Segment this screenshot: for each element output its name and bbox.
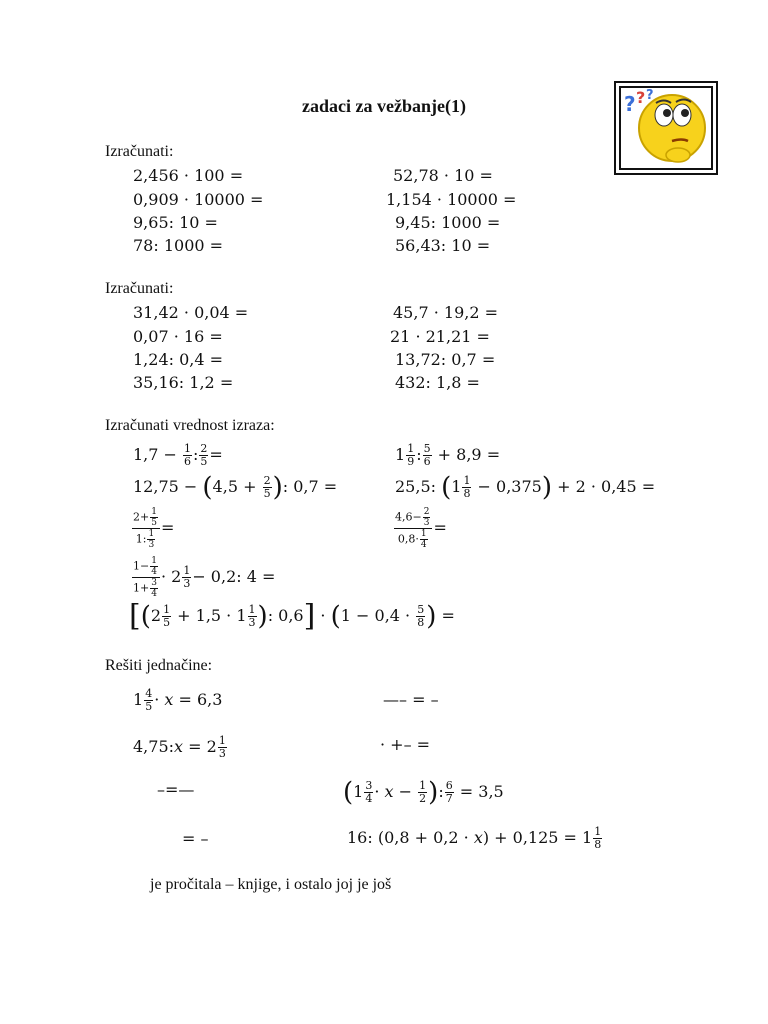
- section2-right-row: 13,72: 0,7 =: [395, 350, 496, 369]
- expression-7: 1− $\frac{1}{4}$ 1+ $\frac{3}{4}$ · 2 $\frac{1}{3}$ − 0,2: 4 =: [133, 556, 276, 599]
- expression-4: 25,5: (1 $\frac{1}{8}$ − 0,375) + 2 · 0,45 =: [395, 472, 656, 503]
- equation-4: · +– =: [380, 735, 431, 754]
- section1-right-row: 52,78 · 10 =: [393, 166, 493, 185]
- section2-right-row: 21 · 21,21 =: [390, 327, 490, 346]
- section1-right-row: 56,43: 10 =: [395, 236, 491, 255]
- equation-5: –=—: [157, 780, 195, 799]
- section1-heading: Izračunati:: [105, 143, 174, 160]
- section1-left-row: 9,65: 10 =: [133, 213, 218, 232]
- section1-left-row: 0,909 · 10000 =: [133, 190, 264, 209]
- expression-6: 4,6− $\frac{2}{3}$ 0,8· $\frac{1}{4}$ =: [395, 507, 447, 550]
- expression-5: 2+ $\frac{1}{5}$ 1: $\frac{1}{3}$ =: [133, 507, 175, 550]
- section1-right-row: 9,45: 1000 =: [395, 213, 501, 232]
- svg-text:?: ?: [646, 88, 654, 103]
- expression-3: 12,75 − (4,5 + $\frac{2}{5}$ ): 0,7 =: [133, 472, 338, 503]
- thinking-emoji-picture: [614, 81, 718, 175]
- section2-right-row: 45,7 · 19,2 =: [393, 303, 498, 322]
- section2-left-row: 0,07 · 16 =: [133, 327, 223, 346]
- section1-right-row: 1,154 · 10000 =: [386, 190, 517, 209]
- section2-left-row: 35,16: 1,2 =: [133, 373, 234, 392]
- expression-1: 1,7 − $\frac{1}{6}$ : $\frac{2}{5}$ =: [133, 442, 223, 468]
- section4-heading: Rešiti jednačine:: [105, 657, 213, 674]
- equation-3: 4,75:x = 2 $\frac{1}{3}$: [133, 734, 226, 760]
- expression-2: 1 $\frac{1}{9}$ : $\frac{5}{6}$ + 8,9 =: [395, 442, 501, 468]
- equation-1: 1 $\frac{4}{5}$ · x = 6,3: [133, 687, 223, 713]
- equation-7: = –: [182, 829, 209, 848]
- equation-2: —– = –: [383, 690, 439, 709]
- section2-left-row: 1,24: 0,4 =: [133, 350, 224, 369]
- section1-left-row: 78: 1000 =: [133, 236, 224, 255]
- section2-heading: Izračunati:: [105, 280, 174, 297]
- expression-8: [(2 $\frac{1}{5}$ + 1,5 · 1 $\frac{1}{3}$ ): 0,6] · (1 − 0,4 · $\frac{5}{8}$ ) =: [129, 598, 455, 634]
- section2-right-row: 432: 1,8 =: [395, 373, 480, 392]
- section3-heading: Izračunati vrednost izraza:: [105, 417, 275, 434]
- equation-8: 16: (0,8 + 0,2 · x) + 0,125 = 1 $\frac{1}{8}$: [347, 825, 602, 851]
- page-title: zadaci za vežbanje(1): [302, 96, 466, 116]
- svg-text:?: ?: [624, 92, 636, 116]
- section2-left-row: 31,42 · 0,04 =: [133, 303, 249, 322]
- thinking-face-icon: [616, 83, 716, 173]
- word-problem: je pročitala – knjige, i ostalo joj je još: [150, 876, 392, 893]
- section1-left-row: 2,456 · 100 =: [133, 166, 244, 185]
- equation-6: (1 $\frac{3}{4}$ · x − $\frac{1}{2}$ ): $\frac{6}{7}$ = 3,5: [343, 777, 504, 808]
- svg-text:?: ?: [636, 88, 646, 107]
